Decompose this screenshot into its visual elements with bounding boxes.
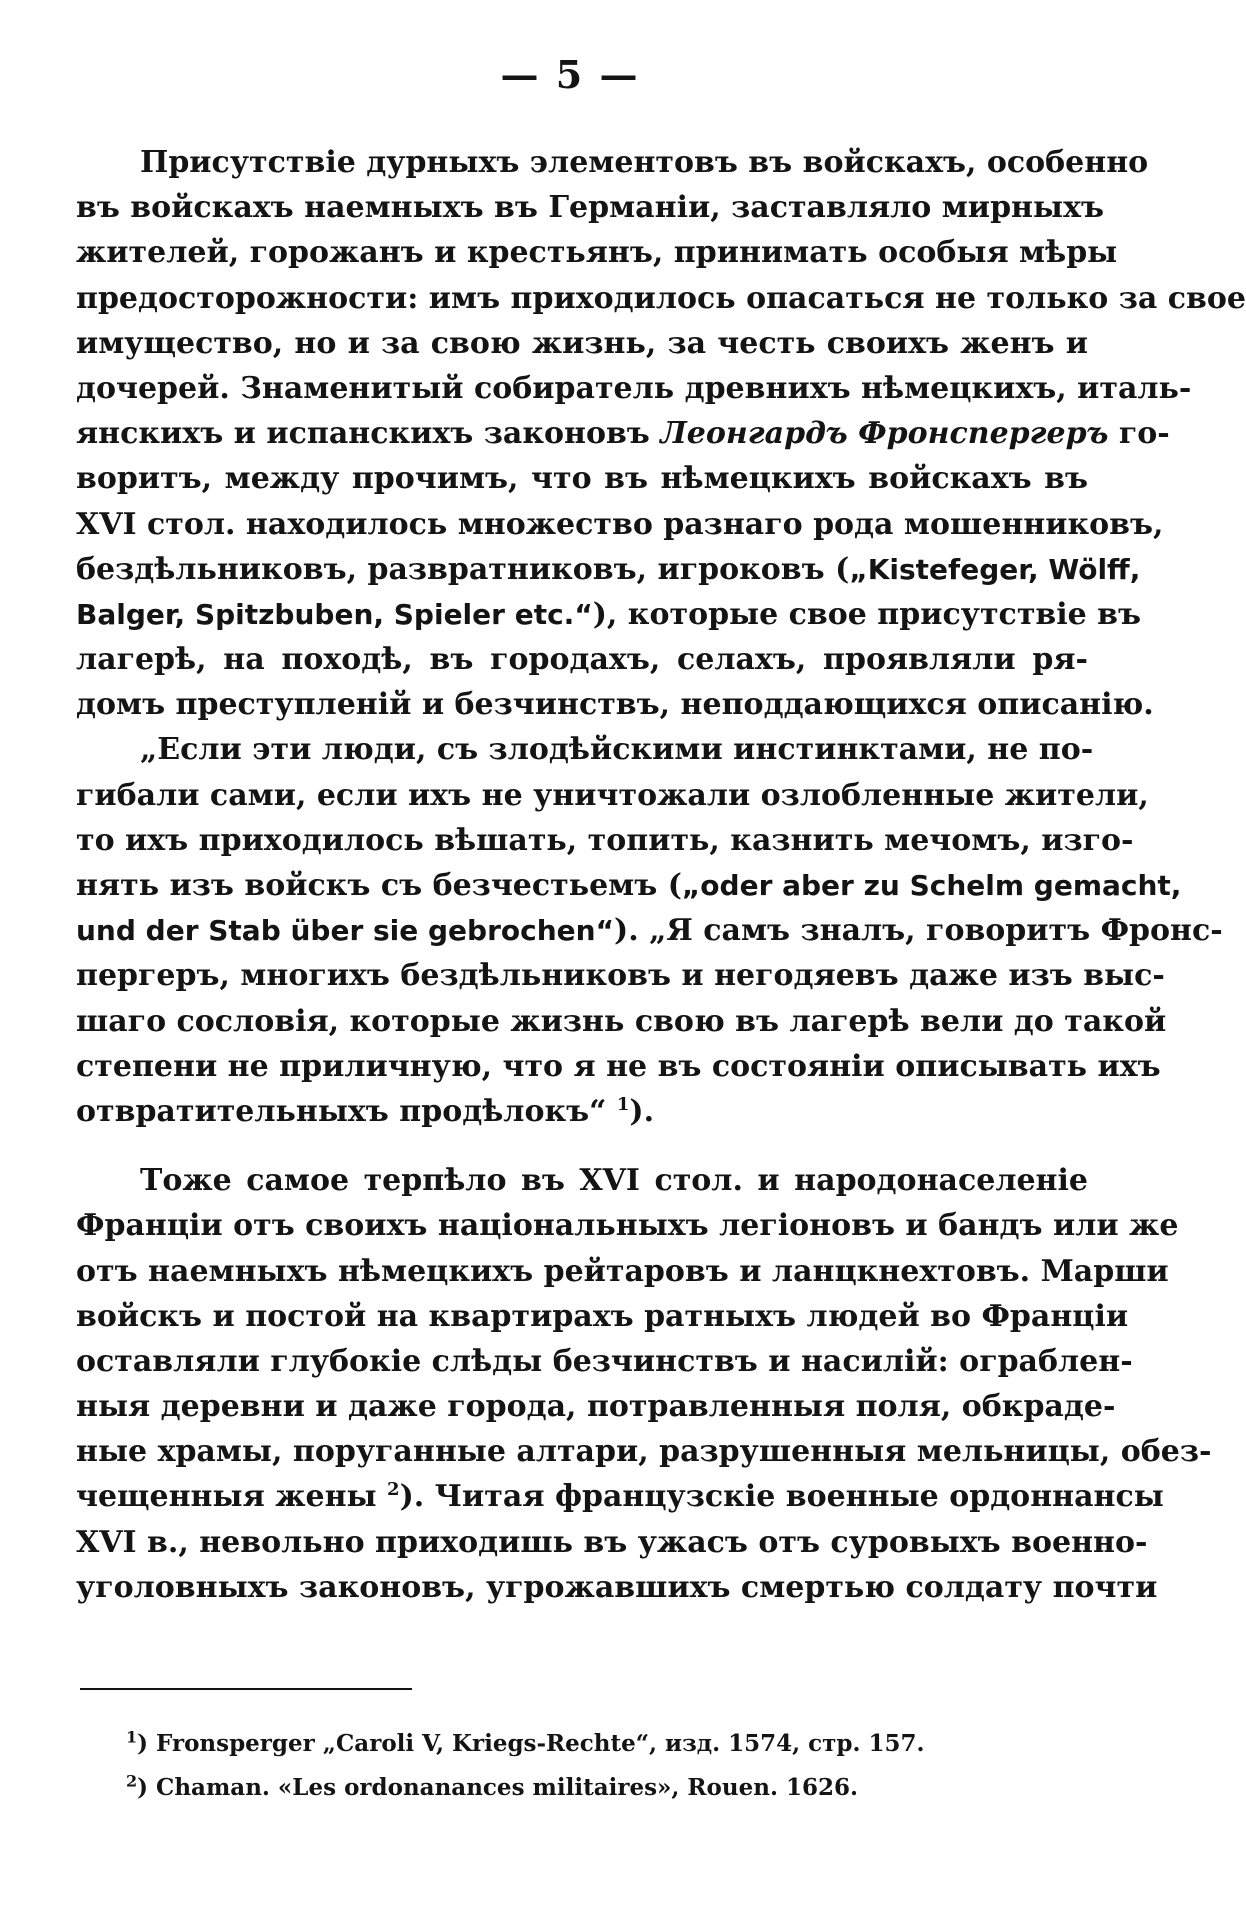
footnote-ref: 1 xyxy=(616,1093,630,1115)
text-line: жителей, горожанъ и крестьянъ, принимать особыя мѣры xyxy=(76,235,1118,271)
text-span: чещенныя жены xyxy=(76,1479,388,1515)
text-line: степени не приличную, что я не въ состояніи описывать ихъ xyxy=(76,1048,1161,1084)
text-line: шаго сословія, которые жизнь свою въ лагерѣ вели до такой xyxy=(76,1003,1167,1039)
text-line: отъ наемныхъ нѣмецкихъ рейтаровъ и ланцкнехтовъ. Марши xyxy=(76,1253,1169,1289)
text-line: XVI в., невольно приходишь въ ужасъ отъ суровыхъ военно- xyxy=(76,1524,1148,1560)
footnote-mark: 2 xyxy=(126,1771,138,1791)
text-line: въ войскахъ наемныхъ въ Германіи, заставляло мирныхъ xyxy=(76,190,1104,226)
text-line: имущество, но и за свою жизнь, за честь своихъ женъ и xyxy=(76,325,1088,361)
text-span: бездѣльниковъ, развратниковъ, игроковъ ( xyxy=(76,551,850,587)
text-line: предосторожности: имъ приходилось опасаться не только за свое xyxy=(76,280,1246,316)
text-line: ные храмы, поруганные алтари, разрушенныя мельницы, обез- xyxy=(76,1434,1212,1470)
footnotes xyxy=(126,1722,1026,1810)
footnote-ref: 2 xyxy=(387,1479,400,1501)
text-span: нять изъ войскъ съ безчестьемъ ( xyxy=(76,868,682,903)
text-line: лагерѣ, на походѣ, въ городахъ, селахъ, проявляли ря- xyxy=(76,642,1088,678)
text-span: го- xyxy=(1108,416,1170,452)
text-span: янскихъ и испанскихъ законовъ xyxy=(76,416,661,452)
text-line xyxy=(76,1474,1164,1519)
text-line: пергеръ, многихъ бездѣльниковъ и негодяевъ даже изъ выс- xyxy=(76,958,1165,994)
text-line: то ихъ приходилось вѣшать, топить, казнить мечомъ, изго- xyxy=(76,822,1134,858)
german-quote: und der Stab über sie gebrochen“ xyxy=(76,914,614,948)
text-line xyxy=(76,908,1223,953)
body-text xyxy=(76,140,1246,1610)
text-span: ), которые свое присутствіе въ xyxy=(592,596,1142,632)
text-line: Франціи отъ своихъ національныхъ легіоновъ и бандъ или же xyxy=(76,1208,1179,1244)
text-span: ). Читая французскіе военные ордоннансы xyxy=(399,1479,1164,1515)
text-line: гибали сами, если ихъ не уничтожали озлобленные жители, xyxy=(76,777,1149,813)
footnote-2 xyxy=(126,1766,1026,1810)
text-line: оставляли глубокіе слѣды безчинствъ и насилій: ограблен- xyxy=(76,1343,1133,1379)
text-line: домъ преступленій и безчинствъ, неподдающихся описанію. xyxy=(76,687,1154,723)
text-span: ). xyxy=(629,1093,655,1129)
text-line: Присутствіе дурныхъ элементовъ въ войскахъ, особенно xyxy=(140,145,1149,180)
text-line xyxy=(76,1089,1088,1134)
paragraph-gap xyxy=(76,1134,1088,1158)
text-line: XVI стол. находилось множество разнаго рода мошенниковъ, xyxy=(76,506,1164,542)
german-quote: „Kistefeger, Wölff, xyxy=(849,552,1141,586)
author-name-italic: Леонгардъ Фронспергеръ xyxy=(660,416,1109,452)
text-line xyxy=(76,863,1182,908)
paragraph-1 xyxy=(76,140,1246,1134)
text-line: Тоже самое терпѣло въ XVI стол. и народонаселеніе xyxy=(140,1163,1088,1199)
footnote-text: ) Chaman. «Les ordonanances militaires», Rouen. 1626. xyxy=(137,1774,858,1801)
text-line xyxy=(76,592,1142,637)
text-line: ныя деревни и даже города, потравленныя поля, обкраде- xyxy=(76,1389,1116,1425)
page-number: — 5 — xyxy=(500,52,640,97)
text-line xyxy=(76,547,1141,592)
paragraph-2 xyxy=(76,1158,1212,1610)
text-span: отвратительныхъ продѣлокъ“ xyxy=(76,1093,607,1129)
footnote-divider xyxy=(80,1688,412,1690)
text-span: ). „Я самъ зналъ, говоритъ Фронс- xyxy=(614,913,1223,949)
text-line: „Если эти люди, съ злодѣйскими инстинктами, не по- xyxy=(140,732,1094,768)
footnote-1 xyxy=(126,1722,1026,1766)
footnote-mark: 1 xyxy=(126,1727,138,1747)
german-quote: „oder aber zu Schelm gemacht, xyxy=(681,869,1182,902)
text-line: уголовныхъ законовъ, угрожавшихъ смертью солдату почти xyxy=(76,1569,1158,1605)
text-line: войскъ и постой на квартирахъ ратныхъ людей во Франціи xyxy=(76,1298,1129,1334)
footnote-text: ) Fronsperger „Caroli V, Kriegs-Rechte“, изд. 1574, стр. 157. xyxy=(137,1730,925,1757)
text-line: воритъ, между прочимъ, что въ нѣмецкихъ войскахъ въ xyxy=(76,461,1088,497)
text-line xyxy=(76,411,1170,456)
german-quote: Balger, Spitzbuben, Spieler etc.“ xyxy=(76,597,593,631)
text-line: дочерей. Знаменитый собиратель древнихъ нѣмецкихъ, италь- xyxy=(76,370,1192,406)
